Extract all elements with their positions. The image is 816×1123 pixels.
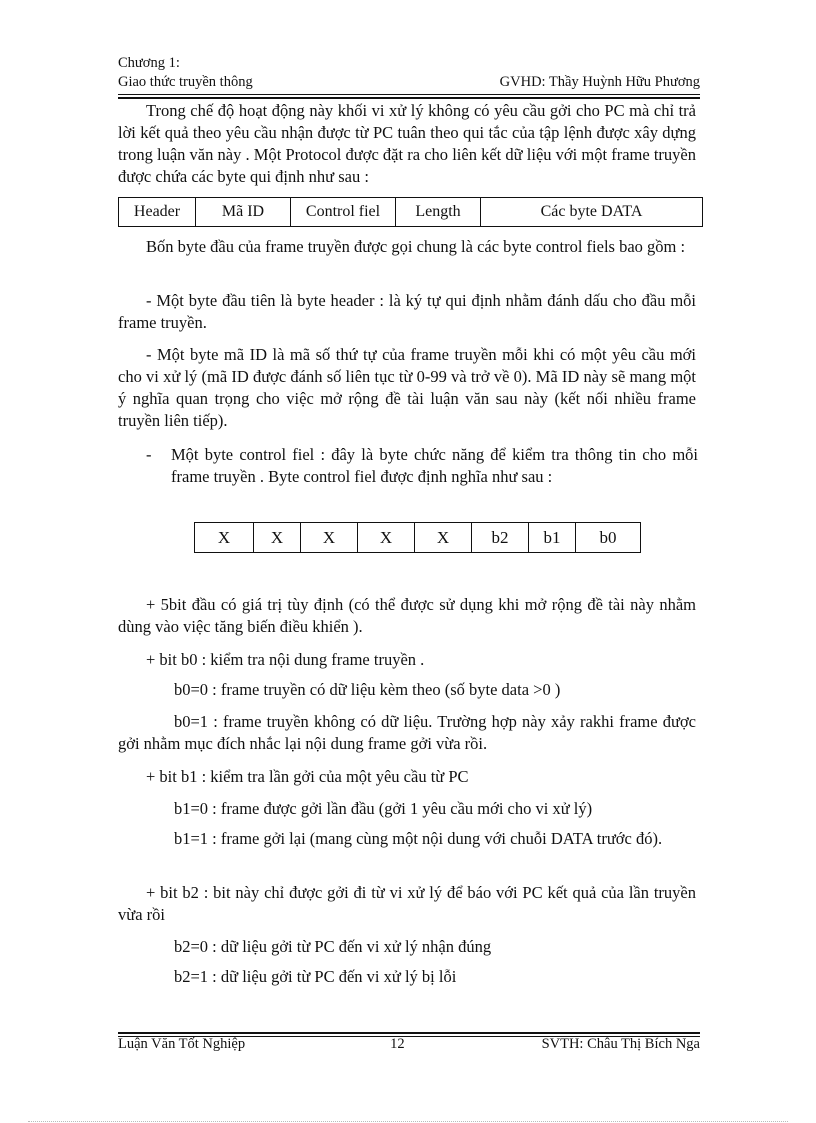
header-advisor: GVHD: Thầy Huỳnh Hữu Phương [499,74,700,90]
bit-cell: X [195,523,254,553]
bit-cell: X [358,523,415,553]
b0-zero: b0=0 : frame truyền có dữ liệu kèm theo (số byte data >0 ) [174,680,561,699]
b2-title: + bit b2 : bit này chỉ được gởi đi từ vi xử lý để báo với PC kết quả của lần truyền vừa rồi [118,883,696,924]
b2-zero: b2=0 : dữ liệu gởi từ PC đến vi xử lý nhận đúng [174,937,492,956]
bit-cell: X [301,523,358,553]
page-number: 12 [390,1036,405,1052]
frame-cell-control: Control fiel [291,198,396,227]
header-section: Giao thức truyền thông [118,74,253,90]
b1-one: b1=1 : frame gởi lại (mang cùng một nội dung với chuỗi DATA trước đó). [174,829,663,848]
frame-cell-id: Mã ID [196,198,291,227]
b0-title: + bit b0 : kiểm tra nội dung frame truyền . [146,650,425,669]
five-bit-paragraph: + 5bit đầu có giá trị tùy định (có thể được sử dụng khi mở rộng đề tài này nhằm dùng vào việc tăng biến điều khiển ). [118,595,696,636]
control-bits-table [194,522,641,553]
header-byte-paragraph: - Một byte đầu tiên là byte header : là ký tự qui định nhằm đánh dấu cho đầu mỗi frame truyền. [118,291,696,332]
frame-cell-header: Header [119,198,196,227]
bit-cell: b0 [576,523,641,553]
frame-structure-table [118,197,703,227]
header-chapter: Chương 1: [118,55,180,71]
intro-paragraph: Trong chế độ hoạt động này khối vi xử lý không có yêu cầu gởi cho PC mà chỉ trả lời kết quả theo yêu cầu nhận được từ PC tuân theo qui tắc của tập lệnh được xây dựng trong luận văn này . Một Protocol được đặt ra cho liên kết dữ liệu với một frame truyền được chứa các byte qui định như sau : [118,101,696,186]
frame-cell-data: Các byte DATA [481,198,703,227]
table-row [119,198,703,227]
bit-cell: b1 [529,523,576,553]
page-header [118,54,700,92]
frame-cell-length: Length [396,198,481,227]
control-fiels-paragraph: Bốn byte đầu của frame truyền được gọi chung là các byte control fiels bao gồm : [146,237,686,256]
footer-thesis: Luận Văn Tốt Nghiệp [118,1036,246,1052]
table-row [195,523,641,553]
b0-one: b0=1 : frame truyền không có dữ liệu. Trường hợp này xảy rakhi frame được gởi nhằm mục đích nhắc lại nội dung frame gởi vừa rồi. [118,712,696,753]
footer-student: SVTH: Châu Thị Bích Nga [541,1036,700,1052]
bit-cell: X [415,523,472,553]
page-footer [118,1036,700,1053]
control-byte-bullet [146,444,698,488]
b2-one: b2=1 : dữ liệu gởi từ PC đến vi xử lý bị lỗi [174,967,457,986]
b1-title: + bit b1 : kiểm tra lần gởi của một yêu cầu từ PC [146,767,469,786]
bit-cell: X [254,523,301,553]
control-byte-text: Một byte control fiel : đây là byte chức năng để kiểm tra thông tin cho mỗi frame truyền . Byte control fiel được định nghĩa như sau : [171,445,698,486]
bit-cell: b2 [472,523,529,553]
header-rule [118,94,700,99]
bullet-dash: - [146,445,152,464]
b1-zero: b1=0 : frame được gởi lần đầu (gởi 1 yêu cầu mới cho vi xử lý) [174,799,593,818]
page-edge-divider [28,1121,788,1122]
id-byte-paragraph: - Một byte mã ID là mã số thứ tự của frame truyền mỗi khi có một yêu cầu mới cho vi xử lý (mã ID được đánh số liên tục từ 0-99 và trở về 0). Mã ID này sẽ mang một ý nghĩa quan trọng cho việc mở rộng đề tài luận văn sau này (kết nối nhiều frame truyền liên tiếp). [118,345,696,430]
